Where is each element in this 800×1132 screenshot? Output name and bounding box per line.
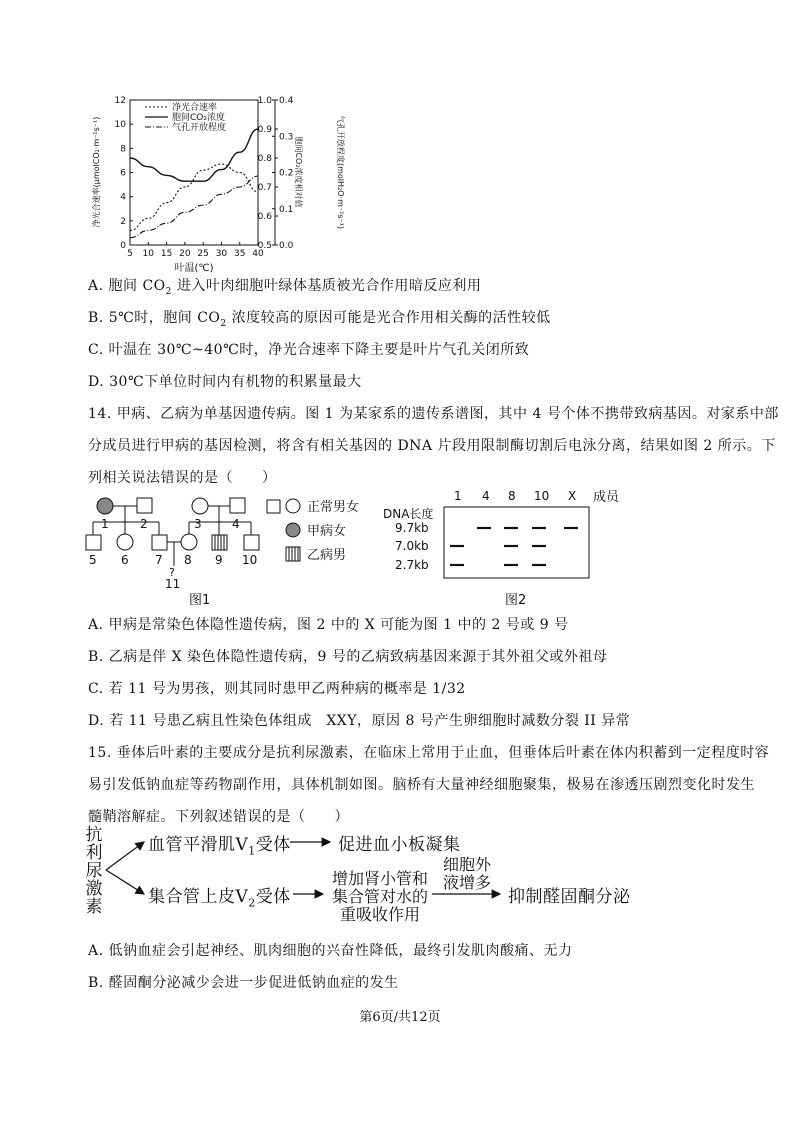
receptor-v2-label: 集合管上皮$V_2$受体 bbox=[148, 887, 291, 910]
y-tick-label: 0.3 bbox=[279, 132, 294, 143]
q15-option-a: A. 低钠血症会引起神经、肌肉细胞的兴奋性降低，最终引发肌肉酸痛、无力 bbox=[88, 943, 573, 959]
pedigree-individual-6 bbox=[117, 534, 133, 550]
final-effect-label: 抑制醛固酮分泌 bbox=[508, 887, 631, 907]
legend-disease-a-label: 甲病女 bbox=[307, 524, 347, 539]
series-line-3 bbox=[130, 176, 258, 238]
y-axis-mid-title: 胞间CO₂浓度相对值 bbox=[294, 136, 303, 208]
x-tick-label: 10 bbox=[142, 249, 155, 259]
y-tick-label: 1.0 bbox=[257, 96, 272, 106]
y-tick-label: 0.0 bbox=[279, 241, 294, 251]
q13-option-c: C. 叶温在 30℃~40℃时，净光合速率下降主要是叶片气孔关闭所致 bbox=[88, 342, 530, 358]
x-tick-label: 30 bbox=[215, 249, 228, 259]
gel-figure bbox=[380, 488, 640, 608]
y-tick-label: 0.6 bbox=[257, 212, 272, 222]
legend-normal-female-symbol bbox=[286, 499, 300, 513]
branch-arrow-upper bbox=[106, 842, 144, 870]
y-tick-label: 4 bbox=[120, 192, 126, 203]
pedigree-individual-9 bbox=[212, 535, 227, 550]
q15-stem-line2: 易引发低钠血症等药物副作用，具体机制如图。脑桥有大量神经细胞聚集，极易在渗透压剧烈变化时发生 bbox=[88, 777, 755, 793]
x-axis-title: 叶温(℃) bbox=[174, 263, 214, 273]
q15-stem-line3: 髓鞘溶解症。下列叙述错误的是（ ） bbox=[88, 809, 349, 825]
pedigree-label-9: 9 bbox=[215, 553, 223, 567]
pedigree-label-10: 10 bbox=[242, 553, 258, 567]
mechanism-diagram bbox=[80, 826, 700, 926]
y-axis-right-title: 气孔开放程度(molH₂O·m⁻²s⁻¹) bbox=[336, 114, 345, 230]
pedigree-label-1: 1 bbox=[101, 517, 109, 531]
pedigree-individual-7 bbox=[152, 535, 167, 550]
legend-disease-b-label: 乙病男 bbox=[307, 548, 347, 563]
gel-member-8: 8 bbox=[508, 489, 516, 503]
legend-disease-b-symbol bbox=[286, 547, 300, 561]
y-tick-label: 6 bbox=[120, 168, 126, 179]
pedigree-label-7: 7 bbox=[155, 553, 163, 567]
temperature-chart bbox=[90, 88, 350, 273]
extracellular-fluid-label: 细胞外 液增多 bbox=[442, 855, 491, 892]
legend-intercellular-co2: 胞间CO₂浓度 bbox=[172, 113, 225, 123]
q13-option-b: B. 5℃时，胞间 $CO_2$ 浓度较高的原因可能是光合作用相关酶的活性较低 bbox=[88, 310, 551, 329]
q14-stem-line2: 分成员进行甲病的基因检测，将含有相关基因的 DNA 片段用限制酶切割后电泳分离，结果如图 2 所示。下 bbox=[88, 438, 776, 454]
y-tick-label: 10 bbox=[114, 120, 126, 131]
receptor-v1-label: 血管平滑肌$V_1$受体 bbox=[148, 835, 291, 858]
gel-size-2-7kb: 2.7kb bbox=[395, 558, 429, 572]
q14-option-a: A. 甲病是常染色体隐性遗传病，图 2 中的 X 可能为图 1 中的 2 号或 9 号 bbox=[88, 617, 569, 633]
y-tick-label: 2 bbox=[120, 216, 126, 227]
y-tick-label: 0.5 bbox=[257, 241, 272, 251]
gel-size-7-0kb: 7.0kb bbox=[395, 539, 429, 553]
pedigree-individual-4 bbox=[230, 498, 245, 513]
x-tick-label: 5 bbox=[127, 249, 133, 259]
pedigree-individual-5 bbox=[86, 535, 101, 550]
pedigree-individual-3 bbox=[192, 498, 208, 514]
pedigree-individual-10 bbox=[244, 535, 259, 550]
pedigree-label-5: 5 bbox=[89, 553, 97, 567]
figure-2-caption: 图2 bbox=[505, 593, 527, 608]
pedigree-label-8: 8 bbox=[184, 553, 192, 567]
gel-member-x: X bbox=[568, 489, 577, 503]
x-tick-label: 35 bbox=[233, 249, 246, 259]
q14-option-b: B. 乙病是伴 X 染色体隐性遗传病，9 号的乙病致病基因来源于其外祖父或外祖母 bbox=[88, 649, 608, 665]
q15-stem-line1: 15. 垂体后叶素的主要成分是抗利尿激素，在临床上常用于止血，但垂体后叶素在体内积蓄到一定程度时容 bbox=[88, 745, 770, 761]
legend-normal-male-symbol bbox=[267, 500, 280, 513]
gel-member-1: 1 bbox=[454, 489, 462, 503]
x-tick-label: 40 bbox=[252, 249, 264, 259]
y-axis-left-title: 净光合速率(μmolCO₂·m⁻²s⁻¹) bbox=[92, 116, 101, 228]
pedigree-individual-2 bbox=[137, 498, 152, 513]
pedigree-label-4: 4 bbox=[232, 517, 240, 531]
pedigree-label-6: 6 bbox=[121, 553, 129, 567]
legend-disease-a-symbol bbox=[286, 523, 300, 537]
y-tick-label: 8 bbox=[120, 144, 126, 155]
adh-source-label: 抗 利 尿 激 素 bbox=[85, 825, 103, 917]
pedigree-label-2: 2 bbox=[140, 517, 148, 531]
q13-option-d: D. 30℃下单位时间内有机物的积累量最大 bbox=[88, 374, 362, 390]
y-tick-label: 0 bbox=[120, 241, 126, 251]
chart-legend bbox=[145, 101, 226, 133]
y-tick-label: 0.9 bbox=[257, 125, 272, 135]
gel-member-10: 10 bbox=[534, 489, 550, 503]
gel-length-label: DNA长度 bbox=[383, 507, 434, 521]
series-line-2 bbox=[130, 129, 258, 181]
effect-v1-label: 促进血小板凝集 bbox=[338, 835, 461, 855]
gel-size-9-7kb: 9.7kb bbox=[395, 521, 429, 535]
gel-member-4: 4 bbox=[482, 489, 490, 503]
pedigree-label-3: 3 bbox=[194, 517, 202, 531]
series-line-1 bbox=[130, 164, 258, 230]
pedigree-individual-1 bbox=[97, 498, 113, 514]
q14-stem-line1: 14. 甲病、乙病为单基因遗传病。图 1 为某家系的遗传系谱图，其中 4 号个体不携带致病基因。对家系中部 bbox=[88, 406, 779, 422]
legend-normal-label: 正常男女 bbox=[307, 500, 360, 515]
legend-net-photosynthesis: 净光合速率 bbox=[172, 103, 218, 113]
branch-arrow-lower bbox=[106, 870, 144, 894]
y-tick-label: 0.7 bbox=[257, 183, 272, 193]
page-footer: 第6页/共12页 bbox=[359, 1010, 441, 1025]
x-tick-label: 25 bbox=[197, 249, 209, 259]
y-tick-label: 0.4 bbox=[279, 96, 294, 106]
q14-option-d: D. 若 11 号患乙病且性染色体组成 XXY，原因 8 号产生卵细胞时减数分裂 II 异常 bbox=[88, 713, 631, 729]
x-tick-label: 20 bbox=[179, 249, 191, 259]
pedigree-label-11: 11 bbox=[165, 577, 181, 591]
gel-members-label: 成员 bbox=[593, 490, 620, 505]
q14-option-c: C. 若 11 号为男孩，则其同时患甲乙两种病的概率是 1/32 bbox=[88, 681, 466, 697]
q14-stem-line3: 列相关说法错误的是（ ） bbox=[88, 470, 277, 486]
y-tick-label: 0.2 bbox=[279, 168, 294, 179]
y-tick-label: 0.1 bbox=[279, 204, 294, 215]
x-tick-label: 15 bbox=[160, 249, 173, 259]
legend-stomatal-opening: 气孔开放程度 bbox=[172, 123, 227, 133]
effect-v2-label: 增加肾小管和 集合管对水的 重吸收作用 bbox=[331, 869, 428, 924]
pedigree-question-mark: ? bbox=[169, 566, 175, 579]
pedigree-individual-8 bbox=[181, 534, 197, 550]
q13-option-a: A. 胞间 $CO_2$ 进入叶肉细胞叶绿体基质被光合作用暗反应利用 bbox=[88, 278, 482, 297]
gel-frame bbox=[444, 507, 589, 578]
q15-option-b: B. 醛固酮分泌减少会进一步促进低钠血症的发生 bbox=[88, 975, 399, 991]
y-tick-label: 0.8 bbox=[257, 154, 272, 164]
figure-1-caption: 图1 bbox=[189, 593, 211, 608]
pedigree-figure bbox=[85, 488, 385, 608]
y-tick-label: 12 bbox=[114, 96, 126, 106]
